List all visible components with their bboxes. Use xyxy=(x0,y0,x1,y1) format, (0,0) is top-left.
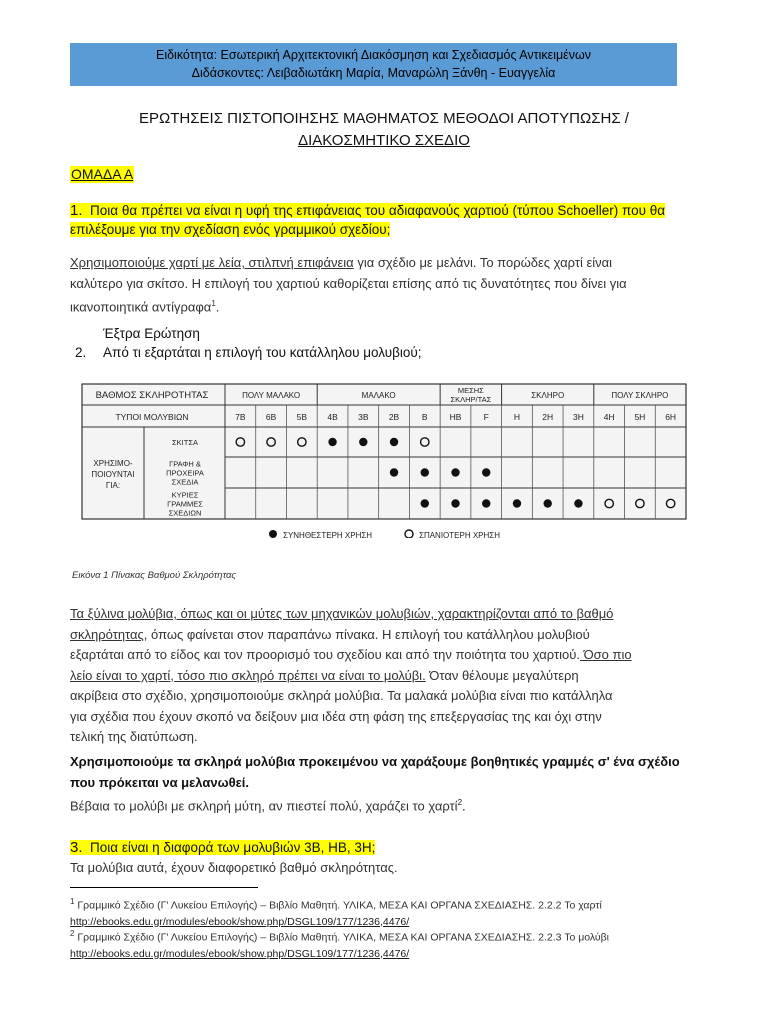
usage-frequent-dot xyxy=(421,468,429,476)
footnote-2-text: Γραμμικό Σχέδιο (Γ' Λυκείου Επιλογής) – Βιβλίο Μαθητή. ΥΛΙΚΑ, ΜΕΣΑ ΚΑΙ ΟΡΓΑΝΑ ΣΧΕΔΙΑΣΗΣ. 2.2.3 Το μολύβι xyxy=(74,931,610,944)
usage-row-label: ΣΧΕΔΙΩΝ xyxy=(168,508,202,518)
pencil-grade-label: 3H xyxy=(572,412,584,422)
header-specialty: Ειδικότητα: Εσωτερική Αρχιτεκτονική Διακόσμηση και Σχεδιασμός Αντικειμένων xyxy=(155,48,592,62)
answer-1-rest: για σχέδιο με μελάνι. Το πορώδες χαρτί είναι xyxy=(353,255,613,270)
group-label: ΟΜΑΔΑ Α xyxy=(71,166,134,182)
usage-row-label: ΣΧΕΔΙΑ xyxy=(171,477,199,487)
figure-caption: Εικόνα 1 Πίνακας Βαθμού Σκληρότητας xyxy=(72,570,237,581)
usage-row-label: ΓΡΑΦΗ & xyxy=(169,459,201,469)
legend-frequent-label: ΣΥΝΗΘΕΣΤΕΡΗ ΧΡΗΣΗ xyxy=(283,531,373,538)
pencil-grade-label: F xyxy=(483,412,489,422)
usage-row-label: ΣΚΙΤΣΑ xyxy=(172,438,198,447)
usage-row-label: ΚΥΡΙΕΣ xyxy=(171,490,199,500)
footnote-1-number: 1 xyxy=(70,897,75,906)
answer-2-hardness: σκληρότητας xyxy=(70,626,144,642)
hardness-group-label: ΜΕΣΗΣ xyxy=(457,386,484,395)
pencil-grade-label: 4B xyxy=(327,412,338,422)
pencil-grade-label: 5B xyxy=(296,412,308,422)
usage-frequent-dot xyxy=(451,468,459,476)
usage-header: ΠΟΙΟΥΝΤΑΙ xyxy=(91,470,135,479)
usage-frequent-dot xyxy=(328,438,336,446)
hardness-group-label: ΠΟΛΥ ΣΚΛΗΡΟ xyxy=(611,391,669,400)
pencil-grade-label: 5H xyxy=(634,412,646,422)
usage-frequent-dot xyxy=(513,499,521,507)
question-2 xyxy=(75,345,422,360)
header-banner xyxy=(70,43,677,86)
answer-3-bold-line1: Χρησιμοποιούμε τα σκληρά μολύβια προκειμένου να χαράξουμε βοηθητικές γραμμές σ' ένα σχέδιο xyxy=(70,754,680,769)
answer-2-line4-underlined: λείο είναι το χαρτί, τόσο πιο σκληρό πρέπει να είναι το μολύβι. xyxy=(70,667,426,683)
footnote-2 xyxy=(70,926,710,962)
answer-2 xyxy=(70,604,700,748)
answer-2-line5: ακρίβεια στο σχέδιο, χρησιμοποιούμε σκληρά μολύβια. Τα μαλακά μολύβια είναι πιο κατάλληλα xyxy=(70,688,613,703)
usage-frequent-dot xyxy=(421,499,429,507)
question-3-text: Ποια είναι η διαφορά των μολυβιών 3B, HB, 3H; xyxy=(90,840,376,855)
question-1-text-line1: Ποια θα πρέπει να είναι η υφή της επιφάνειας του αδιαφανούς χαρτιού (τύπου Schoeller) που θα xyxy=(90,203,666,218)
pencil-hardness-table xyxy=(80,381,690,538)
hardness-group-label: ΠΟΛΥ ΜΑΛΑΚΟ xyxy=(242,391,301,400)
pencil-grade-label: 6H xyxy=(665,412,677,422)
legend-rare-label: ΣΠΑΝΙΟΤΕΡΗ ΧΡΗΣΗ xyxy=(419,531,501,538)
pencil-grade-label: 2H xyxy=(542,412,554,422)
question-2-number: 2. xyxy=(75,345,87,360)
legend-frequent-dot xyxy=(269,530,277,538)
header-instructors: Διδάσκοντες: Λειβαδιωτάκη Μαρία, Μαναρώλη Ξάνθη - Ευαγγελία xyxy=(191,66,556,80)
pencil-grade-label: 4H xyxy=(603,412,615,422)
answer-1-underlined: Χρησιμοποιούμε χαρτί με λεία, στιλπνή επιφάνεια xyxy=(70,255,354,270)
answer-2-line4: Όταν θέλουμε μεγαλύτερη xyxy=(425,667,579,683)
usage-frequent-dot xyxy=(390,438,398,446)
answer-2-line3-underlined: Όσο πιο xyxy=(579,647,632,662)
pencil-grade-label: B xyxy=(421,412,428,422)
pencil-grade-label: HB xyxy=(449,412,462,422)
page-title: ΕΡΩΤΗΣΕΙΣ ΠΙΣΤΟΠΟΙΗΣΗΣ ΜΑΘΗΜΑΤΟΣ ΜΕΘΟΔΟΙ ΑΠΟΤΥΠΩΣΗΣ / xyxy=(139,110,629,127)
answer-1 xyxy=(70,253,700,318)
question-1-text-line2: επιλέξουμε για την σχεδίαση ενός γραμμικού σχεδίου; xyxy=(70,222,391,237)
question-1-number: 1. xyxy=(70,202,83,219)
usage-frequent-dot xyxy=(574,499,582,507)
answer-3-end: . xyxy=(462,798,466,814)
footnote-ref-1[interactable]: 1 xyxy=(211,299,216,308)
usage-frequent-dot xyxy=(451,499,459,507)
answer-2-line6: για σχέδια που έχουν σκοπό να δείξουν μια ιδέα στη φάση της επεξεργασίας της και όχι στην xyxy=(70,708,602,724)
usage-frequent-dot xyxy=(390,468,398,476)
answer-1-end: . xyxy=(215,299,220,315)
footnote-2-number: 2 xyxy=(70,929,75,938)
footnote-1 xyxy=(70,894,710,930)
hardness-group-label: ΣΚΛΗΡΟ xyxy=(531,391,565,400)
answer-1-line2: καλύτερο για σκίτσο. Η επιλογή του χαρτιού καθορίζεται επίσης από τις δυνατότητες που δίνει για xyxy=(70,275,627,291)
answer-3-line3: Βέβαια το μολύβι με σκληρή μύτη, αν πιεστεί πολύ, χαράζει το χαρτί xyxy=(70,798,458,814)
usage-frequent-dot xyxy=(544,499,552,507)
usage-header: ΧΡΗΣΙΜΟ- xyxy=(93,459,133,468)
question-1 xyxy=(70,201,700,239)
pencil-grade-label: 6B xyxy=(265,412,277,422)
footnote-divider xyxy=(70,887,258,888)
extra-question-label: Έξτρα Ερώτηση xyxy=(103,326,200,341)
question-2-text: Από τι εξαρτάται η επιλογή του κατάλληλου μολυβιού; xyxy=(103,345,422,360)
pencil-grade-label: 7B xyxy=(235,412,246,422)
footnote-ref-2[interactable]: 2 xyxy=(457,798,463,807)
usage-header: ΓΙΑ: xyxy=(105,481,121,490)
footnote-1-text: Γραμμικό Σχέδιο (Γ' Λυκείου Επιλογής) – Βιβλίο Μαθητή. ΥΛΙΚΑ, ΜΕΣΑ ΚΑΙ ΟΡΓΑΝΑ ΣΧΕΔΙΑΣΗΣ. 2.2.2 Το χαρτί xyxy=(74,899,602,912)
hardness-group-label: ΣΚΛΗΡ/ΤΑΣ xyxy=(450,395,492,404)
question-3-number: 3. xyxy=(70,839,83,856)
footnote-1-link[interactable]: http://ebooks.edu.gr/modules/ebook/show.php/DSGL109/177/1236,4476/ xyxy=(70,915,410,928)
usage-frequent-dot xyxy=(359,438,367,446)
page-subtitle: ΔΙΑΚΟΣΜΗΤΙΚΟ ΣΧΕΔΙΟ xyxy=(298,132,470,149)
legend-rare-dot xyxy=(405,530,413,538)
usage-frequent-dot xyxy=(482,499,490,507)
pencil-grade-label: H xyxy=(513,412,521,422)
answer-1-line3: ικανοποιητικά αντίγραφα xyxy=(70,299,212,315)
pencil-types-header: ΤΥΠΟΙ ΜΟΛΥΒΙΩΝ xyxy=(115,412,189,422)
answer-2-line2: , όπως φαίνεται στον παραπάνω πίνακα. Η επιλογή του κατάλληλου μολυβιού xyxy=(143,626,590,642)
hardness-group-label: ΜΑΛΑΚΟ xyxy=(361,391,396,400)
question-3 xyxy=(70,838,700,857)
footnote-2-link[interactable]: http://ebooks.edu.gr/modules/ebook/show.php/DSGL109/177/1236,4476/ xyxy=(70,947,410,960)
hardness-header: ΒΑΘΜΟΣ ΣΚΛΗΡΟΤΗΤΑΣ xyxy=(95,390,209,401)
answer-3 xyxy=(70,752,700,817)
usage-row-label: ΠΡΟΧΕΙΡΑ xyxy=(166,468,204,478)
answer-2-line1: Τα ξύλινα μολύβια, όπως και οι μύτες των μηχανικών μολυβιών, χαρακτηρίζονται από το βαθμό xyxy=(70,606,614,621)
answer-2-line3: εξαρτάται από το είδος και τον προορισμό του σχεδίου και από την ποιότητα του χαρτιού. xyxy=(70,647,580,662)
answer-2-line7: τελική της διατύπωση. xyxy=(70,729,198,744)
answer-3-bold-line2: που πρόκειται να μελανωθεί. xyxy=(70,774,249,790)
pencil-grade-label: 3B xyxy=(358,412,369,422)
usage-row-label: ΓΡΑΜΜΕΣ xyxy=(167,499,203,509)
usage-frequent-dot xyxy=(482,468,490,476)
answer-4: Τα μολύβια αυτά, έχουν διαφορετικό βαθμό σκληρότητας. xyxy=(70,860,398,875)
pencil-grade-label: 2B xyxy=(388,412,400,422)
